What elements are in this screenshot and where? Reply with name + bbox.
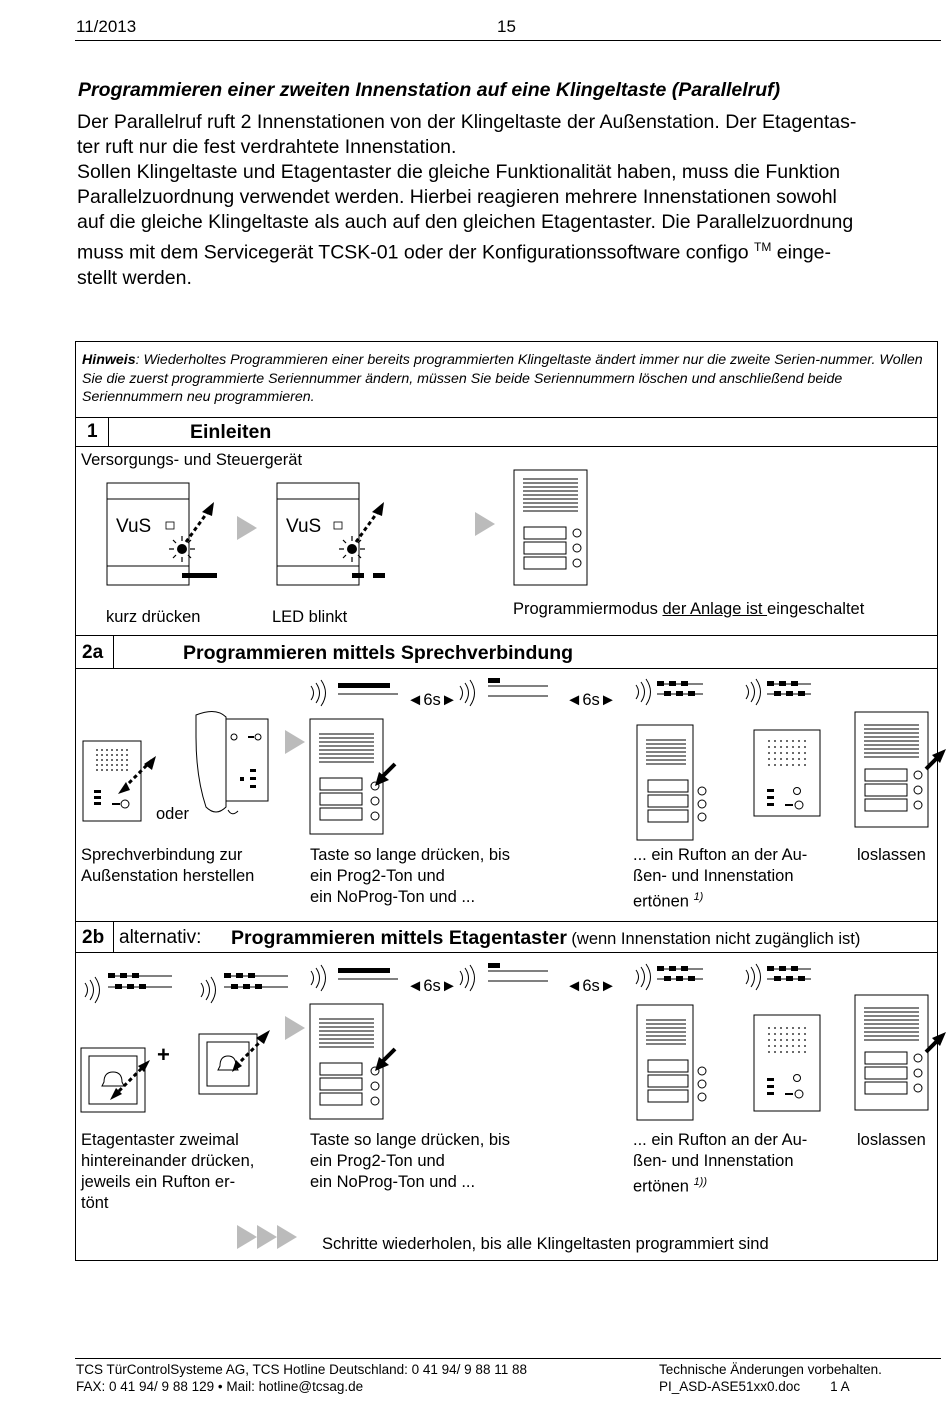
footer-doc-name: PI_ASD-ASE51xx0.doc xyxy=(659,1379,801,1394)
outdoor-station-press-icon xyxy=(309,1003,399,1121)
caption-programming-mode: Programmiermodus der Anlage ist eingeschaltet xyxy=(513,600,865,618)
footnote-ref: 1) xyxy=(693,891,704,903)
or-label: oder xyxy=(156,805,190,823)
vus-label: VuS xyxy=(286,516,322,537)
header-date: 11/2013 xyxy=(76,17,137,36)
step2b-title-note: (wenn Innenstation nicht zugänglich ist) xyxy=(571,930,861,948)
ring-tone-signal-icon xyxy=(82,969,182,1004)
caption-ring: ... ein Rufton an der Au- ßen- und Innenstation ertönen $^{1))}$ xyxy=(633,1131,808,1196)
step2b-number: 2b xyxy=(82,927,105,948)
ring-tone-signal-icon xyxy=(633,962,813,992)
arrow-right-icon xyxy=(237,516,259,542)
step2a-number: 2a xyxy=(82,642,104,663)
plus-label: + xyxy=(157,1042,170,1067)
caption-ring: ... ein Rufton an der Au- ßen- und Innenstation ertönen $^{1)}$ xyxy=(633,846,808,911)
vus-device-blink-icon xyxy=(276,482,396,587)
caption-press: Taste so lange drücken, bis ein Prog2-Ton und ein NoProg-Ton und ... xyxy=(310,846,510,906)
footer-revision: 1 A xyxy=(830,1379,850,1394)
intro-line: auf die gleiche Klingeltaste als auch auf den gleichen Etagentaster. Die Parallelzuordnung xyxy=(77,211,854,233)
intro-line: ter ruft nur die fest verdrahtete Innenstation. xyxy=(77,136,457,158)
repeat-text: Schritte wiederholen, bis alle Klingeltasten programmiert sind xyxy=(322,1235,769,1253)
vus-label: VuS xyxy=(116,516,152,537)
vus-device-icon xyxy=(106,482,226,587)
floor-button-icon xyxy=(198,1024,278,1099)
step1-number: 1 xyxy=(87,421,98,442)
hint-label: Hinweis xyxy=(82,352,136,368)
outdoor-station-icon xyxy=(636,1004,712,1122)
arrow-right-icon xyxy=(285,1016,307,1042)
intro-paragraph xyxy=(77,110,937,291)
step2a-title: Programmieren mittels Sprechverbindung xyxy=(183,642,574,664)
intro-line: Parallelzuordnung verwendet werden. Hierbei reagieren mehrere Innenstationen sowohl xyxy=(77,186,837,208)
outdoor-station-icon xyxy=(513,469,589,587)
step2b-title: Programmieren mittels Etagentaster xyxy=(231,927,567,949)
caption-press: Taste so lange drücken, bis ein Prog2-Ton und ein NoProg-Ton und ... xyxy=(310,1131,510,1191)
trademark: TM xyxy=(754,240,772,254)
footer-left xyxy=(76,1361,527,1395)
timer-6s: ◄6s► xyxy=(407,691,458,709)
caption-floor-button: Etagentaster zweimal hintereinander drücken, jeweils ein Rufton er- tönt xyxy=(81,1131,255,1212)
header-rule xyxy=(75,40,941,41)
outdoor-station-release-icon xyxy=(854,994,946,1112)
caption-led-blinks: LED blinkt xyxy=(272,608,348,626)
indoor-station-handsfree-icon xyxy=(82,740,162,824)
timer-6s: ◄6s► xyxy=(407,977,458,995)
footnote-ref: 1)) xyxy=(693,1176,708,1188)
section-title: Programmieren einer zweiten Innenstation auf eine Klingeltaste (Parallelruf) xyxy=(78,79,781,101)
intro-line: stellt werden. xyxy=(77,266,192,289)
step1-title: Einleiten xyxy=(190,421,272,443)
timer-6s: ◄6s► xyxy=(566,691,617,709)
footer-disclaimer: Technische Änderungen vorbehalten. xyxy=(659,1362,882,1377)
repeat-arrows-icon xyxy=(237,1224,301,1252)
indoor-station-handsfree-icon xyxy=(753,729,823,819)
footer-company: TCS TürControlSysteme AG, TCS Hotline Deutschland: 0 41 94/ 9 88 11 88 xyxy=(76,1362,527,1377)
outdoor-station-press-icon xyxy=(309,718,399,836)
step2b-heading xyxy=(231,927,860,950)
indoor-station-handsfree-icon xyxy=(753,1014,823,1114)
step1-subtitle: Versorgungs- und Steuergerät xyxy=(81,451,303,469)
arrow-right-icon xyxy=(475,512,497,538)
hint-note: Hinweis: Wiederholtes Programmieren einer bereits programmierten Klingeltaste ändert immer nur die zweite Serien-nummer. Wollen Sie die zuerst programmierte Seriennummer ändern, müssen Sie beide Seriennummern löschen und anschließend beide Seriennummern neu programmieren. xyxy=(82,352,923,405)
timer-6s: ◄6s► xyxy=(566,977,617,995)
ring-tone-signal-icon xyxy=(198,969,298,1004)
ring-tone-signal-icon xyxy=(633,677,813,707)
outdoor-station-icon xyxy=(636,724,712,842)
footer-rule xyxy=(75,1358,941,1359)
caption-release: loslassen xyxy=(857,846,926,864)
intro-line: muss mit dem Servicegerät TCSK-01 oder der Konfigurationssoftware configo ™ einge- xyxy=(77,240,831,264)
caption-release: loslassen xyxy=(857,1131,926,1149)
arrow-right-icon xyxy=(285,730,307,756)
step2b-alt-label: alternativ: xyxy=(119,927,202,948)
indoor-station-handset-icon xyxy=(188,707,272,822)
page-number: 15 xyxy=(497,17,516,36)
caption-short-press: kurz drücken xyxy=(106,608,201,626)
caption-connect: Sprechverbindung zur Außenstation herstellen xyxy=(81,846,255,885)
footer-contact: FAX: 0 41 94/ 9 88 129 • Mail: hotline@tcsag.de xyxy=(76,1379,364,1394)
intro-line: Sollen Klingeltaste und Etagentaster die gleiche Funktionalität haben, muss die Funktion xyxy=(77,161,841,183)
intro-line: Der Parallelruf ruft 2 Innenstationen von der Klingeltaste der Außenstation. Der Etagentas- xyxy=(77,111,857,133)
footer-right xyxy=(659,1361,882,1395)
outdoor-station-release-icon xyxy=(854,711,946,829)
